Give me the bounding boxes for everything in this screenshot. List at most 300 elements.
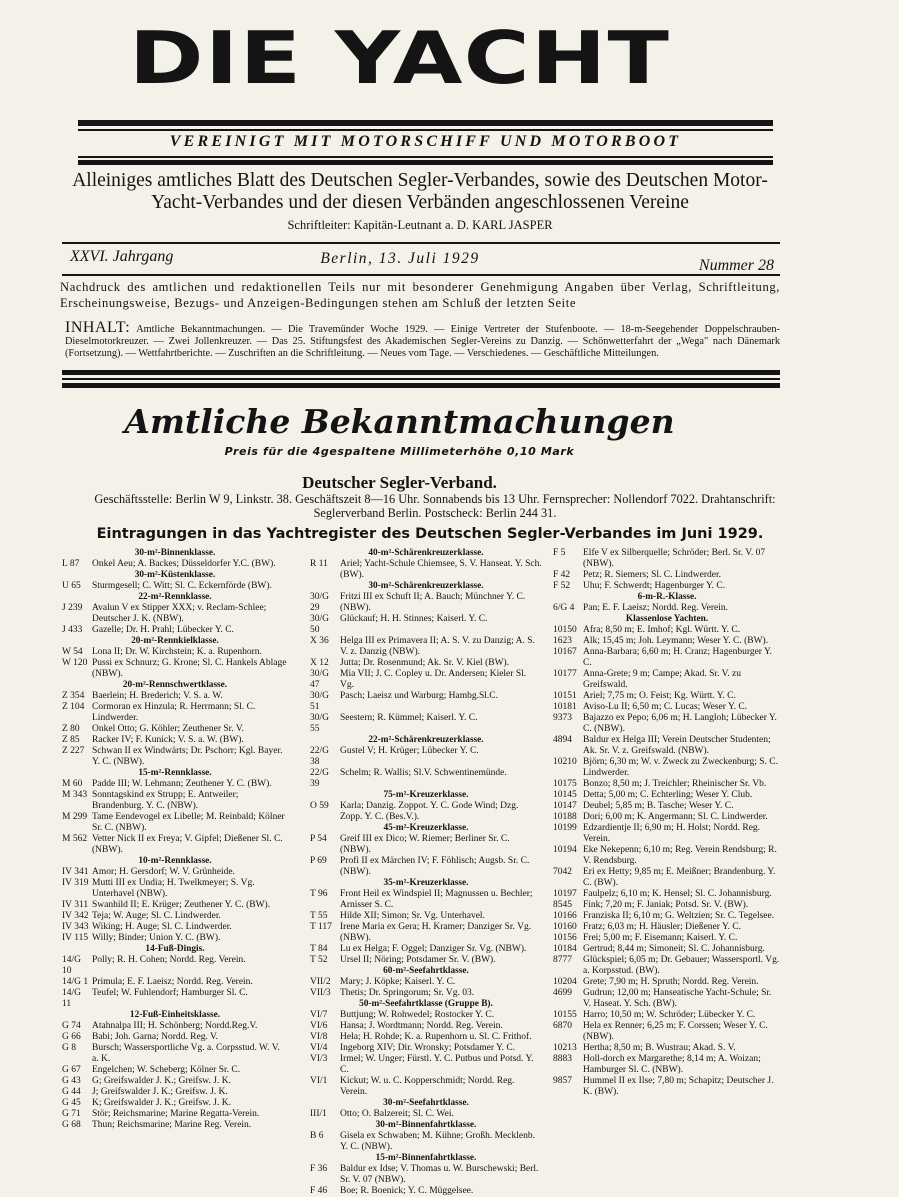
sail-number: IV 341 — [62, 867, 89, 877]
register-entry — [310, 955, 542, 966]
entry-text: Wiking; H. Auge; Sl. C. Lindwerder. — [92, 922, 232, 932]
entry-text: Baerlein; H. Brederich; V. S. a. W. — [92, 691, 223, 701]
sail-number: VII/2 — [310, 977, 331, 987]
class-heading: 12-Fuß-Einheitsklasse. — [129, 1010, 221, 1020]
register-entry — [310, 713, 542, 735]
register-entry — [553, 812, 781, 823]
register-entry — [62, 900, 288, 911]
contents-rule-2 — [62, 378, 780, 380]
sail-number: IV 343 — [62, 922, 89, 932]
class-heading: 22-m²-Rennklasse. — [138, 592, 212, 602]
entry-text: J; Greifswalder J. K.; Greifsw. J. K. — [92, 1087, 228, 1097]
sail-number: P 69 — [310, 856, 327, 866]
sail-number: 6/G 4 — [553, 603, 575, 613]
register-entry — [310, 1164, 542, 1186]
entry-text: Thetis; Dr. Springorum; Sr. Vg. 03. — [340, 988, 475, 998]
contents-block — [65, 319, 780, 360]
entry-text: Björn; 6,30 m; W. v. Zweck zu Zweckenburg; S. C. Lindwerder. — [583, 757, 778, 778]
register-entry — [62, 878, 288, 900]
sail-number: T 96 — [310, 889, 328, 899]
entry-text: Baldur ex Helga III; Verein Deutscher Studenten; Ak. Sr. V. z. Greifswald. (NBW). — [583, 735, 771, 756]
sail-number: 7042 — [553, 867, 572, 877]
sail-number: 10181 — [553, 702, 577, 712]
entry-text: Karla; Danzig. Zoppot. Y. C. Gode Wind; Dzg. Zopp. Y. C. (Bes.V.). — [340, 801, 519, 822]
class-heading: 22-m²-Schärenkreuzerklasse. — [368, 735, 484, 745]
sail-number: VI/7 — [310, 1010, 328, 1020]
sail-number: 14/G 10 — [62, 955, 81, 976]
register-column-2 — [310, 548, 542, 1197]
register-entry — [310, 1010, 542, 1021]
entry-text: Frei; 5,00 m; F. Eisemann; Kaiserl. Y. C. — [583, 933, 738, 943]
entry-text: Hansa; J. Wordtmann; Nordd. Reg. Verein. — [340, 1021, 503, 1031]
official-statement: Alleiniges amtliches Blatt des Deutschen Segler-Verbandes, sowie des Deutschen Motor-Yacht-Verbandes und der diesen Verbänden angeschlossenen Vereine — [72, 170, 768, 213]
sail-number: VI/6 — [310, 1021, 328, 1031]
register-entry — [310, 1186, 542, 1197]
entry-text: Elfe V ex Silberquelle; Schröder; Berl. Sr. V. 07 (NBW). — [583, 548, 766, 569]
entry-text: Teja; W. Auge; Sl. C. Lindwerder. — [92, 911, 221, 921]
register-entry — [553, 625, 781, 636]
register-column-3 — [553, 548, 781, 1098]
register-entry — [553, 1043, 781, 1054]
register-entry — [62, 702, 288, 724]
sail-number: J 239 — [62, 603, 83, 613]
register-entry — [553, 669, 781, 691]
register-entry — [62, 581, 288, 592]
entry-text: Teufel; W. Fuhlendorf; Hamburger Sl. C. — [92, 988, 248, 998]
register-entry — [310, 614, 542, 636]
sail-number: 14/G 11 — [62, 988, 81, 1009]
sail-number: 4894 — [553, 735, 572, 745]
register-entry — [310, 1032, 542, 1043]
register-entry — [310, 1043, 542, 1054]
entry-text: Vetter Nick II ex Freya; V. Gipfel; Dießener Sl. C. (NBW). — [92, 834, 283, 855]
class-heading: 30-m²-Seefahrtklasse. — [383, 1098, 469, 1108]
office-details: Geschäftsstelle: Berlin W 9, Linkstr. 38. Geschäftszeit 8—16 Uhr. Sonnabends bis 13 Uhr. Fernsprecher: Nollendorf 7022. Drahtanschrift: Seglerverband Berlin. Postscheck: Berlin 244 31. — [94, 492, 776, 520]
sail-number: 10151 — [553, 691, 577, 701]
entry-text: Stör; Reichsmarine; Marine Regatta-Verein. — [92, 1109, 260, 1119]
register-entry — [553, 933, 781, 944]
entry-text: Franziska II; 6,10 m; G. Weltzien; Sr. C. Tegelsee. — [583, 911, 775, 921]
register-entry — [310, 856, 542, 878]
issue-date: Berlin, 13. Juli 1929 — [320, 250, 480, 267]
entry-text: Pasch; Laeisz und Warburg; Hambg.Sl.C. — [340, 691, 498, 701]
entry-text: Detta; 5,00 m; C. Echterling; Weser Y. Club. — [583, 790, 753, 800]
entry-text: Anna-Grete; 9 m; Campe; Akad. Sr. V. zu Greifswald. — [583, 669, 741, 690]
sail-number: 8545 — [553, 900, 572, 910]
class-heading: 15-m²-Binnenfahrtklasse. — [375, 1153, 477, 1163]
register-entry — [553, 867, 781, 889]
masthead-rule-thin — [78, 129, 773, 131]
sail-number: 9857 — [553, 1076, 572, 1086]
register-entry — [553, 955, 781, 977]
sail-number: VI/3 — [310, 1054, 328, 1064]
entry-text: Eri ex Hetty; 9,85 m; E. Meißner; Brandenburg. Y. C. (BW). — [583, 867, 776, 888]
register-entry — [310, 911, 542, 922]
register-entry — [310, 658, 542, 669]
register-entry — [310, 669, 542, 691]
register-entry — [62, 988, 288, 1010]
register-entry — [310, 636, 542, 658]
register-entry — [310, 1021, 542, 1032]
sail-number: 30/G 50 — [310, 614, 329, 635]
entry-text: Pussi ex Schnurz; G. Krone; Sl. C. Hankels Ablage (NBW). — [92, 658, 287, 679]
sail-number: 10147 — [553, 801, 577, 811]
register-entry — [310, 922, 542, 944]
register-entry — [62, 933, 288, 944]
sail-number: 8777 — [553, 955, 572, 965]
sail-number: X 12 — [310, 658, 329, 668]
entry-text: Atahnalpa III; H. Schönberg; Nordd.Reg.V. — [92, 1021, 258, 1031]
class-heading: 60-m²-Seefahrtklasse. — [383, 966, 469, 976]
sail-number: 10145 — [553, 790, 577, 800]
register-entry — [553, 570, 781, 581]
sail-number: Z 85 — [62, 735, 80, 745]
entry-text: Sonntagskind ex Strupp; E. Antweiler; Brandenburg. Y. C. (NBW). — [92, 790, 239, 811]
class-heading: 15-m²-Rennklasse. — [138, 768, 212, 778]
entry-text: Eke Nekepenn; 6,10 m; Reg. Verein Rendsburg; R. V. Rendsburg. — [583, 845, 777, 866]
entry-text: Gisela ex Schwaben; M. Kühne; Großh. Mecklenb. Y. C. (NBW). — [340, 1131, 535, 1152]
entry-text: Primula; E. F. Laeisz; Nordd. Reg. Verein. — [92, 977, 253, 987]
entry-text: Baldur ex Idse; V. Thomas u. W. Burschewski; Berl. Sr. V. 07 (NBW). — [340, 1164, 539, 1185]
entry-text: Gazelle; Dr. H. Prahl; Lübecker Y. C. — [92, 625, 234, 635]
entry-text: Onkel Aeu; A. Backes; Düsseldorfer Y.C. (BW). — [92, 559, 276, 569]
issue-number: Nummer 28 — [698, 257, 774, 274]
sail-number: M 299 — [62, 812, 88, 822]
register-entry — [62, 746, 288, 768]
sail-number: F 36 — [310, 1164, 328, 1174]
entry-text: Mutti III ex Undia; H. Twelkmeyer; S. Vg. Unterhavel (NBW). — [92, 878, 255, 899]
register-entry — [62, 1076, 288, 1087]
register-entry — [62, 1043, 288, 1065]
entry-text: Gudrun; 12,00 m; Hanseatische Yacht-Schule; Sr. V. Haseat. Y. Sch. (BW). — [583, 988, 772, 1009]
register-entry — [553, 713, 781, 735]
subtitle-rule-thin — [78, 156, 773, 158]
sail-number: W 120 — [62, 658, 88, 668]
register-entry — [553, 911, 781, 922]
entry-text: Aviso-Lu II; 6,50 m; C. Lucas; Weser Y. C. — [583, 702, 748, 712]
entry-text: Faulpelz; 6,10 m; K. Hensel; Sl. C. Johannisburg. — [583, 889, 772, 899]
sail-number: G 43 — [62, 1076, 81, 1086]
entry-text: K; Greifswalder J. K.; Greifsw. J. K. — [92, 1098, 231, 1108]
sail-number: 1623 — [553, 636, 572, 646]
sail-number: G 66 — [62, 1032, 81, 1042]
entry-text: Pan; E. F. Laeisz; Nordd. Reg. Verein. — [583, 603, 728, 613]
contents-rule-3 — [62, 383, 780, 388]
register-entry — [553, 889, 781, 900]
class-heading: 14-Fuß-Dingis. — [145, 944, 205, 954]
class-heading: 40-m²-Schärenkreuzerklasse. — [368, 548, 484, 558]
sail-number: IV 311 — [62, 900, 89, 910]
sail-number: G 8 — [62, 1043, 76, 1053]
register-entry — [553, 581, 781, 592]
register-entry — [553, 691, 781, 702]
entry-text: Gustel V; H. Krüger; Lübecker Y. C. — [340, 746, 479, 756]
entry-text: Lu ex Helga; F. Oggel; Danziger Sr. Vg. (NBW). — [340, 944, 527, 954]
register-entry — [553, 977, 781, 988]
register-entry — [310, 691, 542, 713]
entry-text: Racker IV; F. Kunick; V. S. a. W. (BW). — [92, 735, 244, 745]
sail-number: X 36 — [310, 636, 329, 646]
register-entry — [62, 724, 288, 735]
register-entry — [62, 790, 288, 812]
register-entry — [62, 911, 288, 922]
entry-text: Hertha; 8,50 m; B. Wustrau; Akad. S. V. — [583, 1043, 736, 1053]
entry-text: Harro; 10,50 m; W. Schröder; Lübecker Y. C. — [583, 1010, 756, 1020]
sail-number: 10188 — [553, 812, 577, 822]
register-entry — [553, 1021, 781, 1043]
sail-number: 30/G 55 — [310, 713, 329, 734]
entry-text: Bajazzo ex Pepo; 6,06 m; H. Langloh; Lübecker Y. C. (NBW). — [583, 713, 777, 734]
sail-number: W 54 — [62, 647, 83, 657]
entry-text: Amor; H. Gersdorf; W. V. Grünheide. — [92, 867, 235, 877]
sail-number: G 71 — [62, 1109, 81, 1119]
register-entry — [553, 548, 781, 570]
entry-text: Lona II; Dr. W. Kirchstein; K. a. Rupenhorn. — [92, 647, 262, 657]
dateline-rule-top — [62, 242, 780, 244]
entry-text: Grete; 7,90 m; H. Spruth; Nordd. Reg. Verein. — [583, 977, 759, 987]
sail-number: 22/G 38 — [310, 746, 329, 767]
entry-text: Ariel; Yacht-Schule Chiemsee, S. V. Hanseat. Y. Sch. (BW). — [340, 559, 542, 580]
entry-text: Ingeborg XIV; Dir. Wronsky; Potsdamer Y. C. — [340, 1043, 516, 1053]
entry-text: Bursch; Wassersportliche Vg. a. Corpsstud. W. V. a. K. — [92, 1043, 280, 1064]
sail-number: M 343 — [62, 790, 88, 800]
entry-text: Swanhild II; E. Krüger; Zeuthener Y. C. (BW). — [92, 900, 271, 910]
register-entry — [553, 735, 781, 757]
price-line: Preis für die 4gespaltene Millimeterhöhe 0,10 Mark — [224, 445, 575, 458]
register-entry — [310, 801, 542, 823]
register-entry — [62, 1120, 288, 1131]
register-entry — [62, 1065, 288, 1076]
sail-number: 10197 — [553, 889, 577, 899]
register-entry — [553, 1010, 781, 1021]
entry-text: Schwan II ex Windwärts; Dr. Pschorr; Kgl. Bayer. Y. C. (NBW). — [92, 746, 283, 767]
entry-text: Willy; Binder; Union Y. C. (BW). — [92, 933, 221, 943]
sail-number: U 65 — [62, 581, 81, 591]
class-heading: 30-m²-Binnenfahrtklasse. — [375, 1120, 477, 1130]
entry-text: Holl-dorch ex Margarethe; 8,14 m; A. Woizan; Hamburger Sl. C. (NBW). — [583, 1054, 761, 1075]
entry-text: Dori; 6,00 m; K. Angermann; Sl. C. Lindwerder. — [583, 812, 768, 822]
entry-text: Babi; Joh. Garna; Nordd. Reg. V. — [92, 1032, 219, 1042]
sail-number: 8883 — [553, 1054, 572, 1064]
sail-number: T 52 — [310, 955, 328, 965]
sail-number: VI/8 — [310, 1032, 328, 1042]
masthead-rule-top — [78, 120, 773, 126]
entry-text: Jutta; Dr. Rosenmund; Ak. Sr. V. Kiel (BW). — [340, 658, 510, 668]
entry-text: Cormoran ex Hinzula; R. Herrmann; Sl. C. Lindwerder. — [92, 702, 256, 723]
entry-text: Hela ex Renner; 6,25 m; F. Corssen; Weser Y. C. (NBW). — [583, 1021, 768, 1042]
entry-text: Tame Eendevogel ex Libelle; M. Reinbald; Kölner Sr. C. (NBW). — [92, 812, 285, 833]
sail-number: 6870 — [553, 1021, 572, 1031]
entry-text: Boe; R. Boenick; Y. C. Müggelsee. — [340, 1186, 474, 1196]
masthead-title: DIE YACHT — [128, 16, 671, 100]
entry-text: Otto; O. Balzereit; Sl. C. Wei. — [340, 1109, 454, 1119]
class-heading: 30-m²-Binnenklasse. — [134, 548, 216, 558]
sail-number: 30/G 29 — [310, 592, 329, 613]
sail-number: L 87 — [62, 559, 80, 569]
entry-text: Fink; 7,20 m; F. Janiak; Potsd. Sr. V. (BW). — [583, 900, 749, 910]
reprint-notice: Nachdruck des amtlichen und redaktionellen Teils nur mit besonderer Genehmigung Angaben über Verlag, Schriftleitung, Erscheinungsweise, Bezugs- und Anzeigen-Bedingungen stehen am Schluß der letzten Seite — [60, 280, 780, 310]
class-heading: 20-m²-Rennschwertklasse. — [122, 680, 228, 690]
sail-number: G 45 — [62, 1098, 81, 1108]
sail-number: 30/G 51 — [310, 691, 329, 712]
register-entry — [310, 1076, 542, 1098]
entry-text: Mia VII; J. C. Copley u. Dr. Andersen; Kieler Sl. Vg. — [340, 669, 527, 690]
register-entry — [553, 900, 781, 911]
entry-text: Anna-Barbara; 6,60 m; H. Cranz; Hagenburger Y. C. — [583, 647, 772, 668]
entry-text: Polly; R. H. Cohen; Nordd. Reg. Verein. — [92, 955, 246, 965]
register-entry — [62, 1109, 288, 1120]
register-entry — [553, 702, 781, 713]
entry-text: Padde III; W. Lehmann; Zeuthener Y. C. (BW). — [92, 779, 272, 789]
register-entry — [553, 944, 781, 955]
register-entry — [62, 1087, 288, 1098]
register-entry — [62, 779, 288, 790]
class-heading: 45-m²-Kreuzerklasse. — [383, 823, 469, 833]
sail-number: G 44 — [62, 1087, 81, 1097]
entry-text: Hela; H. Rohde; K. a. Rupenhorn u. Sl. C. Frithof. — [340, 1032, 532, 1042]
entry-text: Greif III ex Dico; W. Riemer; Berliner Sr. C. (NBW). — [340, 834, 510, 855]
class-heading: 50-m²-Seefahrtklasse (Gruppe B). — [359, 999, 493, 1009]
sail-number: 10160 — [553, 922, 577, 932]
class-heading: 10-m²-Rennklasse. — [138, 856, 212, 866]
sail-number: Z 104 — [62, 702, 85, 712]
class-heading: 75-m²-Kreuzerklasse. — [383, 790, 469, 800]
register-entry — [310, 889, 542, 911]
entry-text: Sturmgesell; C. Witt; Sl. C. Eckernförde (BW). — [92, 581, 272, 591]
sail-number: O 59 — [310, 801, 329, 811]
entry-text: Hilde XII; Simon; Sr. Vg. Unterhavel. — [340, 911, 485, 921]
entry-text: Glückspiel; 6,05 m; Dr. Gebauer; Wassersportl. Vg. a. Korpsstud. (BW). — [583, 955, 780, 976]
entry-text: Afra; 8,50 m; E. Imhof; Kgl. Württ. Y. C. — [583, 625, 741, 635]
register-entry — [553, 757, 781, 779]
entry-text: Front Heil ex Windspiel II; Magnussen u. Bechler; Arnisser S. C. — [340, 889, 533, 910]
sail-number: 10210 — [553, 757, 577, 767]
sail-number: 14/G 1 — [62, 977, 89, 987]
register-entry — [62, 1021, 288, 1032]
entry-text: Mary; J. Köpke; Kaiserl. Y. C. — [340, 977, 456, 987]
sail-number: 9373 — [553, 713, 572, 723]
sail-number: IV 115 — [62, 933, 89, 943]
register-entry — [62, 647, 288, 658]
register-entry — [62, 625, 288, 636]
masthead-subtitle: VEREINIGT MIT MOTORSCHIFF UND MOTORBOOT — [169, 133, 682, 150]
sail-number: Z 227 — [62, 746, 85, 756]
sail-number: 22/G 39 — [310, 768, 329, 789]
register-heading: Eintragungen in das Yachtregister des Deutschen Segler-Verbandes im Juni 1929. — [96, 526, 764, 542]
register-entry — [310, 559, 542, 581]
register-entry — [310, 1131, 542, 1153]
sail-number: 10184 — [553, 944, 577, 954]
sail-number: VI/1 — [310, 1076, 328, 1086]
volume-label: XXVI. Jahrgang — [70, 248, 174, 265]
sail-number: Z 80 — [62, 724, 80, 734]
entry-text: Ursel II; Nöring; Potsdamer Sr. V. (BW). — [340, 955, 496, 965]
register-entry — [62, 735, 288, 746]
class-heading: Klassenlose Yachten. — [625, 614, 709, 624]
sail-number: 10155 — [553, 1010, 577, 1020]
dateline-rule-bottom — [62, 274, 780, 276]
register-entry — [553, 790, 781, 801]
register-entry — [62, 1032, 288, 1043]
register-entry — [553, 922, 781, 933]
contents-rule-1 — [62, 370, 780, 375]
editor-line: Schriftleiter: Kapitän-Leutnant a. D. KARL JASPER — [287, 218, 553, 232]
entry-text: Bonzo; 8,50 m; J. Treichler; Rheinischer Sr. Vb. — [583, 779, 767, 789]
sail-number: VI/4 — [310, 1043, 328, 1053]
sail-number: III/1 — [310, 1109, 327, 1119]
sail-number: G 74 — [62, 1021, 81, 1031]
register-entry — [62, 834, 288, 856]
sail-number: G 67 — [62, 1065, 81, 1075]
register-entry — [553, 823, 781, 845]
sail-number: F 46 — [310, 1186, 328, 1196]
entry-text: Onkel Otto; G. Köhler; Zeuthener Sr. V. — [92, 724, 244, 734]
entry-text: Glückauf; H. H. Stinnes; Kaiserl. Y. C. — [340, 614, 488, 624]
sail-number: B 6 — [310, 1131, 324, 1141]
register-entry — [553, 988, 781, 1010]
subtitle-rule-bottom — [78, 160, 773, 165]
class-heading: 6-m-R.-Klasse. — [637, 592, 697, 602]
entry-text: Edzardientje II; 6,90 m; H. Holst; Nordd. Reg. Verein. — [583, 823, 761, 844]
entry-text: Uhu; F. Schwerdt; Hagenburger Y. C. — [583, 581, 726, 591]
register-entry — [553, 1054, 781, 1076]
entry-text: Profi II ex Märchen IV; F. Föhlisch; Augsb. Sr. C. (NBW). — [340, 856, 530, 877]
entry-text: Schelm; R. Wallis; Sl.V. Schwentinemünde. — [340, 768, 507, 778]
register-entry — [310, 592, 542, 614]
sail-number: 10166 — [553, 911, 577, 921]
register-entry — [310, 1109, 542, 1120]
sail-number: P 54 — [310, 834, 327, 844]
entry-text: Seestern; R. Kümmel; Kaiserl. Y. C. — [340, 713, 478, 723]
sail-number: F 5 — [553, 548, 566, 558]
entry-text: Thun; Reichsmarine; Marine Reg. Verein. — [92, 1120, 252, 1130]
entry-text: Ariel; 7,75 m; O. Feist; Kg. Württ. Y. C. — [583, 691, 736, 701]
register-entry — [553, 603, 781, 614]
register-entry — [62, 603, 288, 625]
entry-text: Petz; R. Siemers; Sl. C. Lindwerder. — [583, 570, 722, 580]
sail-number: 10194 — [553, 845, 577, 855]
contents-label: INHALT: — [65, 319, 131, 336]
sail-number: F 42 — [553, 570, 571, 580]
entry-text: G; Greifswalder J. K.; Greifsw. J. K. — [92, 1076, 231, 1086]
sail-number: 10199 — [553, 823, 577, 833]
register-entry — [310, 746, 542, 768]
entry-text: Deubel; 5,85 m; B. Tasche; Weser Y. C. — [583, 801, 734, 811]
register-entry — [553, 1076, 781, 1098]
register-entry — [310, 988, 542, 999]
register-entry — [62, 955, 288, 977]
sail-number: 10213 — [553, 1043, 577, 1053]
sail-number: R 11 — [310, 559, 328, 569]
entry-text: Avalun V ex Stipper XXX; v. Reclam-Schlee; Deutscher J. K. (NBW). — [92, 603, 267, 624]
entry-text: Helga III ex Primavera II; A. S. V. zu Danzig; A. S. V. z. Danzig (NBW). — [340, 636, 535, 657]
register-entry — [310, 768, 542, 790]
sail-number: T 84 — [310, 944, 328, 954]
sail-number: IV 319 — [62, 878, 89, 888]
sail-number: 10175 — [553, 779, 577, 789]
register-entry — [62, 658, 288, 680]
entry-text: Kickut; W. u. C. Kopperschmidt; Nordd. Reg. Verein. — [340, 1076, 515, 1097]
entry-text: Fritzi III ex Schuft II; A. Bauch; Münchner Y. C. (NBW). — [340, 592, 526, 613]
register-entry — [62, 977, 288, 988]
register-entry — [310, 834, 542, 856]
register-entry — [553, 636, 781, 647]
sail-number: VII/3 — [310, 988, 331, 998]
class-heading: 35-m²-Kreuzerklasse. — [383, 878, 469, 888]
sail-number: M 562 — [62, 834, 88, 844]
register-entry — [310, 1054, 542, 1076]
register-entry — [553, 801, 781, 812]
